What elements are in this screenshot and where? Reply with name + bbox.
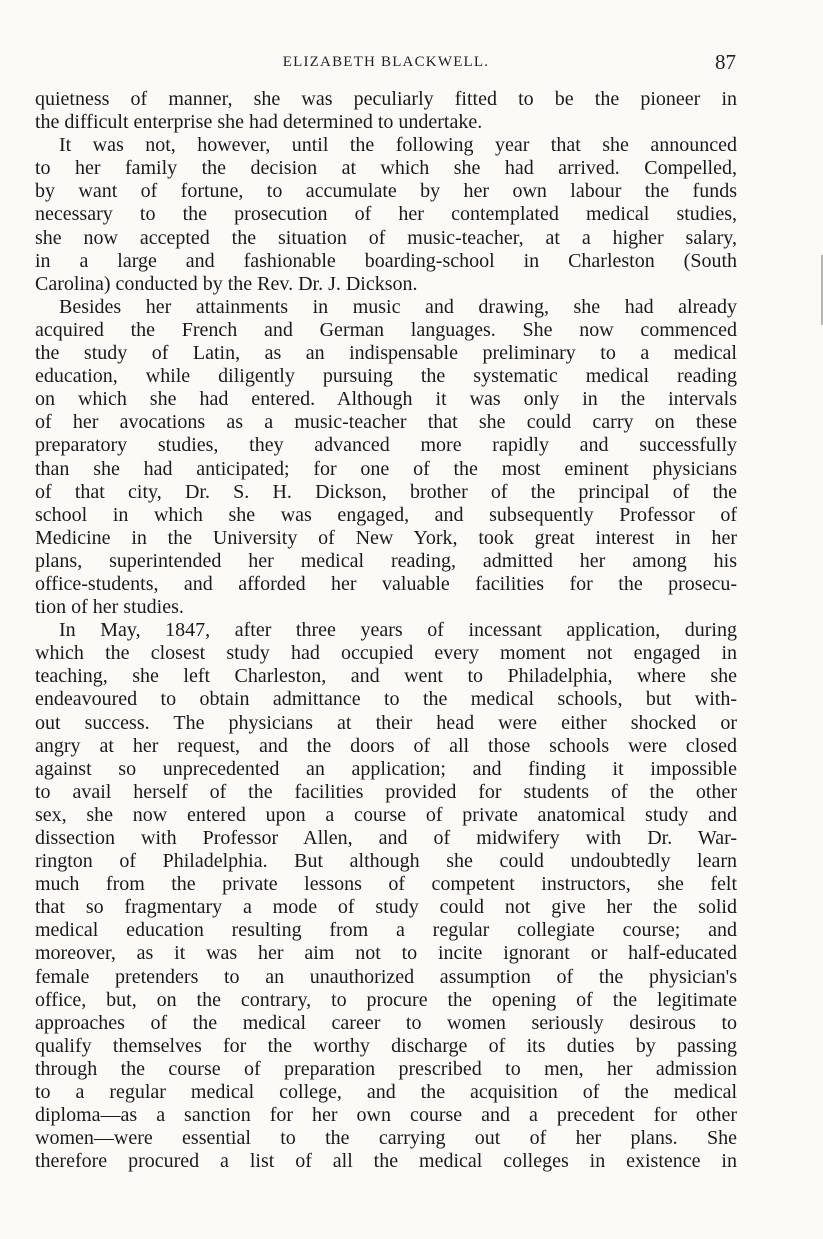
text-line: Medicine in the University of New York, took great interest in her: [35, 526, 737, 549]
text-line: to her family the decision at which she had arrived. Compelled,: [35, 157, 737, 180]
text-line: to a regular medical college, and the acquisition of the medical: [35, 1081, 737, 1104]
text-line: education, while diligently pursuing the systematic medical reading: [35, 365, 737, 388]
text-line: female pretenders to an unauthorized assumption of the physician's: [35, 965, 737, 988]
text-line: moreover, as it was her aim not to incite ignorant or half-educated: [35, 942, 737, 965]
text-line: teaching, she left Charleston, and went to Philadelphia, where she: [35, 665, 737, 688]
text-line: of that city, Dr. S. H. Dickson, brother of the principal of the: [35, 480, 737, 503]
running-title: ELIZABETH BLACKWELL.: [282, 54, 490, 70]
text-line: It was not, however, until the following year that she announced: [59, 134, 737, 157]
text-line: in a large and fashionable boarding-school in Charleston (South: [35, 249, 737, 272]
text-line: to avail herself of the facilities provided for students of the other: [35, 780, 737, 803]
text-line: much from the private lessons of competent instructors, she felt: [35, 873, 737, 896]
text-line: sex, she now entered upon a course of private anatomical study and: [35, 803, 737, 826]
text-line: than she had anticipated; for one of the most eminent physicians: [35, 457, 737, 480]
text-line: Carolina) conducted by the Rev. Dr. J. Dickson.: [35, 272, 418, 295]
text-line: of her avocations as a music-teacher that she could carry on these: [35, 411, 737, 434]
text-line: the study of Latin, as an indispensable preliminary to a medical: [35, 342, 737, 365]
text-line: against so unprecedented an application; and finding it impossible: [35, 757, 737, 780]
text-line: the difficult enterprise she had determined to undertake.: [35, 111, 483, 134]
text-line: approaches of the medical career to women seriously desirous to: [35, 1011, 737, 1034]
body-text: [35, 88, 737, 1173]
text-line: angry at her request, and the doors of all those schools were closed: [35, 734, 737, 757]
text-line: on which she had entered. Although it was only in the intervals: [35, 388, 737, 411]
page-number: 87: [715, 50, 736, 74]
text-line: acquired the French and German languages. She now commenced: [35, 318, 737, 341]
text-line: In May, 1847, after three years of incessant application, during: [59, 619, 737, 642]
text-line: necessary to the prosecution of her contemplated medical studies,: [35, 203, 737, 226]
text-line: rington of Philadelphia. But although she could undoubtedly learn: [35, 850, 737, 873]
text-line: school in which she was engaged, and subsequently Professor of: [35, 503, 737, 526]
text-line: that so fragmentary a mode of study could not give her the solid: [35, 896, 737, 919]
text-line: office-students, and afforded her valuable facilities for the prosecu-: [35, 572, 737, 595]
text-line: dissection with Professor Allen, and of midwifery with Dr. War-: [35, 827, 737, 849]
text-line: medical education resulting from a regular collegiate course; and: [35, 919, 737, 942]
text-line: women—were essential to the carrying out of her plans. She: [35, 1127, 737, 1150]
text-line: plans, superintended her medical reading, admitted her among his: [35, 549, 737, 572]
text-line: diploma—as a sanction for her own course and a precedent for other: [35, 1104, 737, 1127]
text-line: office, but, on the contrary, to procure the opening of the legitimate: [35, 988, 737, 1011]
text-line: out success. The physicians at their head were either shocked or: [35, 711, 737, 734]
text-line: which the closest study had occupied every moment not engaged in: [35, 642, 737, 665]
text-line: endeavoured to obtain admittance to the medical schools, but with-: [35, 688, 737, 711]
text-line: quietness of manner, she was peculiarly fitted to be the pioneer in: [35, 88, 737, 110]
text-line: tion of her studies.: [35, 596, 184, 619]
text-line: Besides her attainments in music and drawing, she had already: [59, 295, 737, 318]
page-header: [36, 50, 736, 74]
text-line: by want of fortune, to accumulate by her own labour the funds: [35, 180, 737, 203]
text-line: therefore procured a list of all the medical colleges in existence in: [35, 1150, 737, 1173]
text-line: through the course of preparation prescribed to men, her admission: [35, 1057, 737, 1080]
text-line: she now accepted the situation of music-teacher, at a higher salary,: [35, 226, 737, 249]
text-line: preparatory studies, they advanced more rapidly and successfully: [35, 434, 737, 457]
text-line: qualify themselves for the worthy discharge of its duties by passing: [35, 1034, 737, 1057]
